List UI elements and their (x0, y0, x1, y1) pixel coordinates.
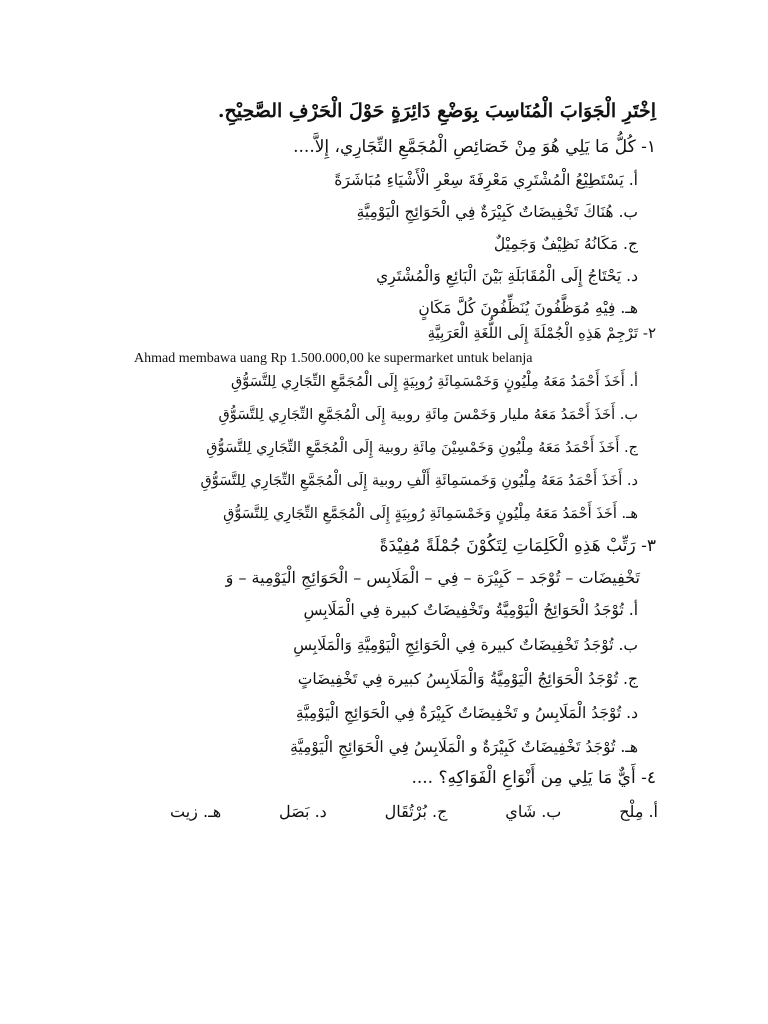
q2-option-b[interactable]: ب. أَخَذَ أَحْمَدُ مَعَهُ مليار وَخَمْسَ مِائَةِ روبية إِلَى الْمُجَمَّعِ التِّجَارِي لِلتَّسَوُّقِ (218, 407, 638, 423)
q3-word-list: تَخْفِيضَات – تُوْجَد – كَبِيْرَة – فِي – الْمَلَابِس – الْحَوَائِجِ الْيَوْمِية – وَ (225, 568, 640, 587)
question-1: ١- كُلُّ مَا يَلِي هُوَ مِنْ خَصَائِصِ الْمُجَمَّعِ التِّجَارِي، إِلاَّ.... (293, 137, 656, 157)
q3-option-b[interactable]: ب. تُوْجَدُ تَخْفِيضَاتٌ كبيرة فِي الْحَوَائِجِ الْيَوْمِيَّةِ وَالْمَلَابِسِ (293, 636, 638, 654)
question-3: ٣- رَتِّبْ هَذِهِ الْكَلِمَاتِ لِتَكُوْنَ جُمْلَةً مُفِيْدَةً (379, 536, 656, 556)
q1-option-a[interactable]: أ. يَسْتَطِيْعُ الْمُشْتَرِي مَعْرِفَةَ سِعْرِ الْأَشْيَاءِ مُبَاشَرَةً (334, 171, 638, 189)
q3-option-e[interactable]: هـ. تُوْجَدُ تَخْفِيضَاتٌ كَبِيْرَةٌ و الْمَلَابِسُ فِي الْحَوَائِجِ الْيَوْمِيَّةِ (290, 738, 638, 756)
q4-options-row (170, 802, 658, 826)
question-4: ٤- أَيٌّ مَا يَلِي مِن أَنْوَاعِ الْفَوَاكِهِ؟ .... (411, 768, 656, 788)
instruction-heading: اِخْتَرِ الْجَوَابَ الْمُنَاسِبَ بِوَضْعِ دَائِرَةٍ حَوْلَ الْحَرْفِ الصَّحِيْحِ. (217, 100, 656, 122)
q2-option-a[interactable]: أ. أَخَذَ أَحْمَدُ مَعَهُ مِلْيُونٍ وَخَمْسَمِائَةِ رُوبِيَةٍ إِلَى الْمُجَمَّعِ التِّجَارِي لِلتَّسَوُّقِ (230, 374, 638, 390)
q4-option-c[interactable]: ج. بُرْتُقَال (384, 802, 448, 821)
q3-option-a[interactable]: أ. تُوْجَدُ الْحَوَائِجُ الْيَوْمِيَّةُ وتَخْفِيضَاتٌ كبيرة فِي الْمَلَابِسِ (303, 601, 638, 619)
q2-option-d[interactable]: د. أَخَذَ أَحْمَدُ مَعَهُ مِلْيُونِ وَخَمسَمِائَةِ أَلْفِ روبية إِلَى الْمُجَمَّعِ التِّجَارِي لِلتَّسَوُّقِ (200, 473, 638, 489)
q3-option-c[interactable]: ج. تُوْجَدُ الْحَوَائِجُ الْيَوْمِيَّةُ وَالْمَلَابِسُ كبيرة فِي تَخْفِيضَاتٍ (297, 670, 638, 688)
q3-option-d[interactable]: د. تُوْجَدُ الْمَلَابِسُ و تَخْفِيضَاتٌ كَبِيْرَةٌ فِي الْحَوَائِجِ الْيَوْمِيَّةِ (295, 704, 638, 722)
q1-option-e[interactable]: هـ. فِيْهِ مُوَظَّفُونَ يُنَظِّفُونَ كُلَّ مَكَانٍ (418, 299, 638, 317)
q4-option-d[interactable]: د. بَصَل (279, 802, 327, 821)
q4-option-a[interactable]: أ. مِلْح (619, 802, 658, 821)
q4-option-b[interactable]: ب. شَاي (505, 802, 562, 821)
q2-option-e[interactable]: هـ. أَخَذَ أَحْمَدُ مَعَهُ مِلْيُونٍ وَخَمْسَمِائَةِ رُوبِيَةٍ إِلَى الْمُجَمَّعِ التِّجَارِي لِلتَّسَوُّقِ (223, 506, 638, 522)
question-2: ٢- تَرْجِمْ هَذِهِ الْجُمْلَةَ إِلَى اللُّغَةِ الْعَرَبِيَّةِ (427, 324, 656, 342)
q2-option-c[interactable]: ج. أَخَذَ أَحْمَدُ مَعَهُ مِلْيُونِ وَخَمْسِيْنَ مِائَةِ روبية إِلَى الْمُجَمَّعِ التِّجَارِي لِلتَّسَوُّقِ (206, 440, 638, 456)
q4-option-e[interactable]: هـ. زيت (170, 802, 222, 821)
q1-option-c[interactable]: ج. مَكَانُهُ نَظِيْفٌ وَجَمِيْلٌ (493, 235, 638, 253)
q1-option-b[interactable]: ب. هُنَاكَ تَخْفِيضَاتٌ كَبِيْرَةٌ فِي الْحَوَائِجِ الْيَوْمِيَّةِ (356, 203, 638, 221)
q2-indonesian-sentence: Ahmad membawa uang Rp 1.500.000,00 ke supermarket untuk belanja (134, 351, 533, 366)
q1-option-d[interactable]: د. يَحْتَاجُ إِلَى الْمُقَابَلَةِ بَيْنَ الْبَائِعِ وَالْمُشْتَرِي (376, 267, 638, 285)
